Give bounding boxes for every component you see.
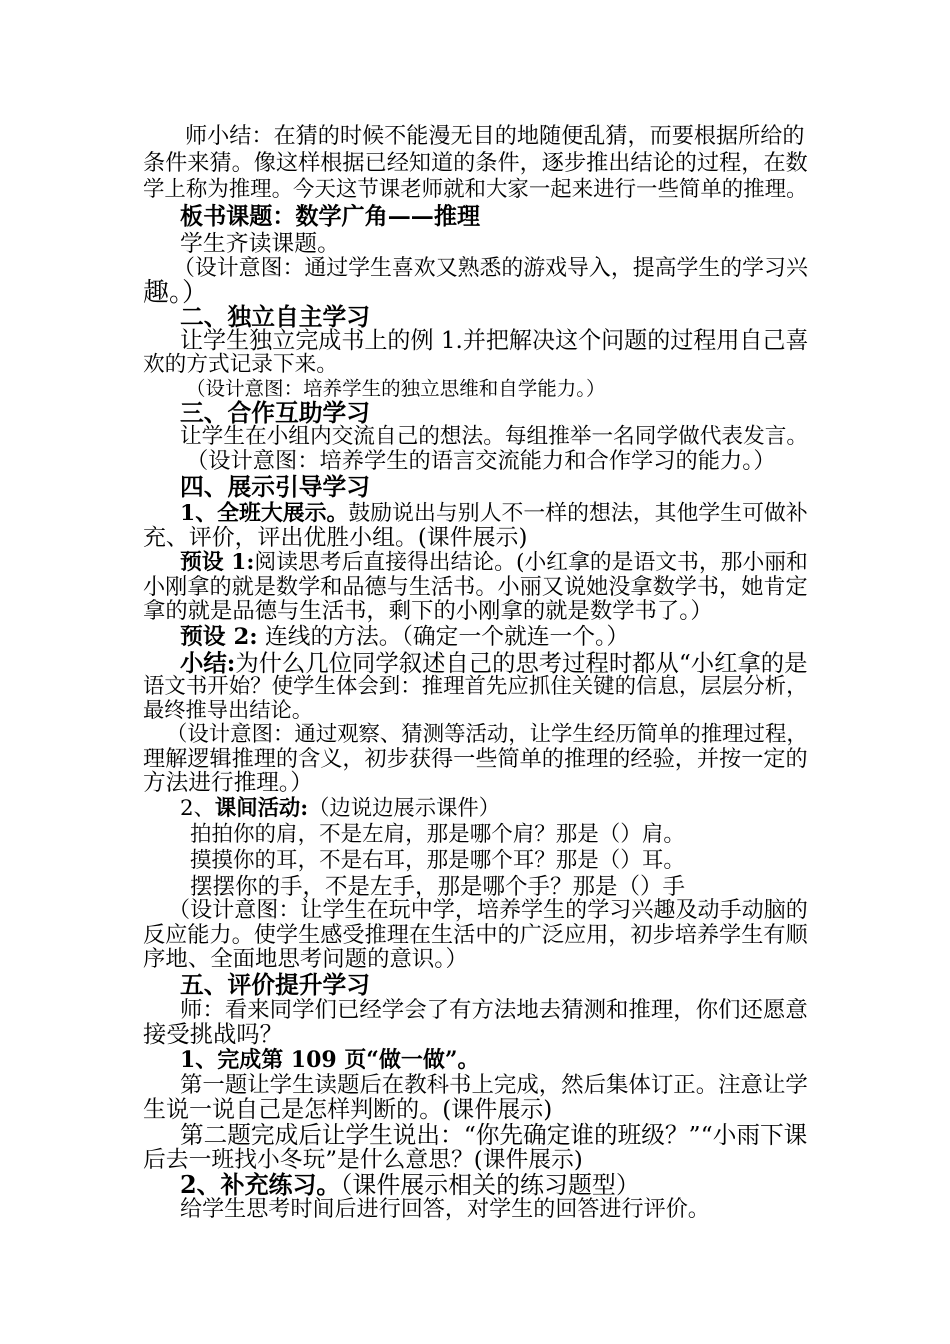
text-line-25 [166, 722, 808, 748]
text-run: 给学生思考时间后进行回答，对学生的回答进行评价。 [180, 1197, 710, 1222]
text-line-43 [180, 1172, 640, 1198]
text-line-44 [180, 1197, 710, 1223]
text-line-40 [143, 1097, 552, 1123]
text-run: （设计意图：让学生在玩中学，培养学生的学习兴趣及动手动脑的 [168, 898, 808, 923]
text-run: 鼓励说出与别人不一样的想法，其他学生可做补 [348, 501, 808, 526]
bold-text-run: 二、独立自主学习 [180, 303, 371, 331]
bold-text-run: 三、合作互助学习 [180, 399, 371, 427]
text-run: 让学生独立完成书上的例 1.并把解决这个问题的过程用自己喜 [180, 328, 809, 354]
text-run: 为什么几位同学叙述自己的思考过程时都从“小红拿的是 [235, 649, 808, 677]
text-line-42 [143, 1147, 583, 1173]
text-run: 语文书开始？使学生体会到：推理首先应抓住关键的信息，层层分析， [143, 674, 808, 699]
text-line-6 [173, 256, 808, 282]
text-run: 拿的就是品德与生活书，剩下的小刚拿的就是数学书了。） [143, 598, 713, 624]
text-line-4 [180, 204, 480, 230]
text-line-31 [190, 874, 685, 900]
text-line-18 [180, 550, 808, 576]
text-line-41 [180, 1122, 807, 1148]
text-line-33 [143, 922, 808, 948]
text-run: 让学生在小组内交流自己的想法。每组推举一名同学做代表发言。 [180, 424, 809, 449]
text-run: 序地、全面地思考问题的意识。） [143, 946, 468, 972]
text-run: 第二题完成后让学生说出：“你先确定谁的班级？”“小雨下课 [180, 1121, 808, 1149]
text-run: （设计意图：通过学生喜欢又熟悉的游戏导入，提高学生的学习兴 [173, 256, 808, 281]
bold-text-run: 1、完成第 109 页“做一做”。 [180, 1047, 480, 1073]
text-line-21 [180, 624, 629, 650]
text-line-38 [180, 1047, 479, 1073]
text-line-22 [180, 650, 808, 676]
text-run: （边说边展示课件） [308, 796, 501, 821]
text-run: 学上称为推理。今天这节课老师就和大家一起来进行一些简单的推理。 [143, 177, 808, 202]
text-line-14 [186, 448, 776, 474]
text-run: （设计意图：培养学生的独立思维和自学能力。） [186, 377, 606, 400]
text-line-34 [143, 946, 468, 972]
text-run: 2、 [180, 796, 215, 821]
text-run: 学生齐读课题。 [180, 231, 341, 257]
text-line-24 [143, 698, 313, 724]
text-line-26 [143, 746, 808, 772]
text-run: （设计意图：通过观察、猜测等活动，让学生经历简单的推理过程， [166, 722, 808, 747]
text-run: 小刚拿的就是数学和品德与生活书。小丽又说她没拿数学书，她肯定 [143, 574, 808, 600]
bold-text-run: 预设 2: [180, 624, 258, 650]
text-line-16 [180, 500, 808, 526]
text-line-15 [180, 474, 370, 500]
text-line-8 [180, 304, 370, 330]
text-line-39 [180, 1072, 808, 1098]
text-line-27 [143, 770, 313, 796]
bold-text-run: 2、补充练习。 [180, 1171, 341, 1199]
text-line-13 [180, 424, 808, 450]
bold-text-run: 预设 1: [180, 550, 255, 575]
bold-text-run: 四、展示引导学习 [180, 473, 371, 501]
text-run: （设计意图：培养学生的语言交流能力和合作学习的能力。） [186, 448, 776, 474]
text-run: 欢的方式记录下来。 [143, 352, 338, 377]
bold-text-run: 五、评价提升学习 [180, 971, 371, 999]
text-run: 连线的方法。（确定一个就连一个。） [257, 624, 630, 650]
text-line-10 [143, 352, 338, 378]
text-line-3 [143, 177, 808, 203]
text-line-19 [143, 574, 808, 600]
text-line-5 [180, 231, 340, 257]
text-run: 第一题让学生读题后在教科书上完成，然后集体订正。注意让学 [180, 1072, 808, 1098]
text-run: 最终推导出结论。 [143, 698, 314, 723]
text-run: 条件来猜。像这样根据已经知道的条件，逐步推出结论的过程，在数 [143, 150, 808, 176]
text-run: 后去一班找小冬玩”是什么意思？(课件展示) [143, 1147, 583, 1173]
text-line-35 [180, 972, 370, 998]
text-run: 反应能力。使学生感受推理在生活中的广泛应用，初步培养学生有顺 [143, 922, 808, 948]
text-line-1 [185, 123, 805, 149]
bold-text-run: 课间活动: [214, 796, 309, 821]
text-run: 摆摆你的手，不是左手，那是哪个手？那是（）手 [190, 874, 686, 900]
text-line-29 [190, 822, 685, 848]
text-run: 方法进行推理。） [143, 770, 313, 796]
text-line-23 [143, 674, 808, 700]
text-line-12 [180, 400, 370, 426]
bold-text-run: 1、全班大展示。 [180, 500, 349, 526]
text-line-2 [143, 150, 808, 176]
text-run: 阅读思考后直接得出结论。(小红拿的是语文书，那小丽和 [254, 550, 808, 575]
text-line-32 [168, 898, 808, 924]
text-run: 充、评价，评出优胜小组。(课件展示) [143, 525, 528, 551]
bold-text-run: 小结: [180, 649, 236, 677]
text-run: 师：看来同学们已经学会了有方法地去猜测和推理，你们还愿意 [180, 997, 808, 1023]
text-line-30 [190, 848, 685, 874]
text-line-20 [143, 598, 713, 624]
text-line-17 [143, 525, 527, 551]
text-run: （课件展示相关的练习题型） [340, 1171, 640, 1199]
text-run: 理解逻辑推理的含义，初步获得一些简单的推理的经验，并按一定的 [143, 746, 808, 772]
text-run: 拍拍你的肩，不是左肩，那是哪个肩？那是（）肩。 [190, 822, 685, 847]
text-run: 接受挑战吗？ [143, 1020, 283, 1048]
text-run: 生说一说自己是怎样判断的。(课件展示) [143, 1097, 553, 1123]
text-run: 摸摸你的耳，不是右耳，那是哪个耳？那是（）耳。 [190, 848, 685, 873]
bold-text-run: 板书课题：数学广角——推理 [180, 203, 481, 230]
text-line-37 [143, 1021, 283, 1047]
text-line-9 [180, 328, 809, 354]
text-line-28 [180, 796, 500, 822]
text-run: 趣。） [143, 278, 209, 308]
text-run: 师小结：在猜的时候不能漫无目的地随便乱猜，而要根据所给的 [185, 123, 805, 149]
